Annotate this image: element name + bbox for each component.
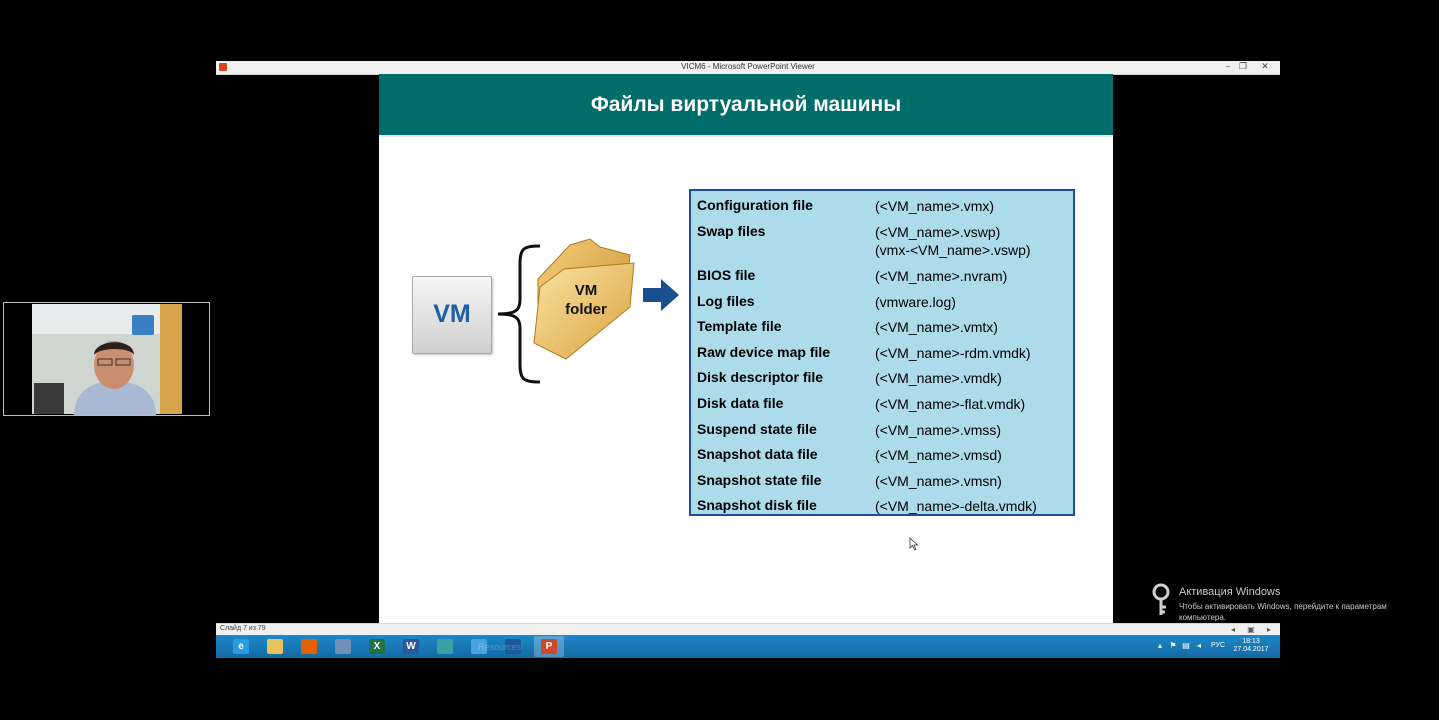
file-extension-line: (<VM_name>.vmsd) [875,447,1002,463]
word-taskbar-button[interactable] [396,636,426,657]
spreadsheet-app-icon [437,639,453,654]
file-explorer-icon [267,639,283,654]
file-type-name: Snapshot disk file [697,497,817,513]
powerpoint-viewer-icon: P [541,639,557,654]
file-extension [875,344,1031,362]
file-type-name: BIOS file [697,267,756,283]
taskbar-ghost-label: Resources [478,642,522,652]
action-center-icon[interactable]: ⚑ [1169,641,1177,650]
mouse-cursor-icon [909,537,919,551]
internet-explorer-taskbar-button[interactable] [226,636,256,657]
file-extension-line: (<VM_name>-delta.vmdk) [875,498,1037,514]
webcam-overlay [3,302,210,416]
windows-taskbar [216,635,1280,658]
spreadsheet-app-taskbar-button[interactable] [430,636,460,657]
powerpoint-viewer-taskbar-button[interactable] [534,636,564,657]
file-extension [875,267,1007,285]
file-extension-line: (<VM_name>.vmdk) [875,370,1002,386]
show-hidden-icons-icon[interactable]: ▴ [1157,641,1162,650]
folder-label-line2: folder [565,301,607,318]
word-icon: W [403,639,419,654]
excel-icon: X [369,639,385,654]
file-type-name: Disk descriptor file [697,369,824,385]
key-icon [1149,583,1177,617]
file-type-name: Snapshot data file [697,446,818,462]
vm-box [412,276,492,354]
slide-canvas[interactable] [379,74,1387,623]
file-type-name: Raw device map file [697,344,831,360]
file-extension [875,197,994,215]
slideshow-icon[interactable]: ▣ [1247,625,1255,634]
file-extension-line: (<VM_name>.vswp) [875,224,1001,240]
file-extension [875,293,956,311]
file-extension [875,223,1031,259]
file-extension-line: (<VM_name>-rdm.vmdk) [875,345,1031,361]
firefox-taskbar-button[interactable] [294,636,324,657]
file-type-name: Snapshot state file [697,472,822,488]
internet-explorer-icon: e [233,639,249,654]
file-extension-line: (<VM_name>-flat.vmdk) [875,396,1026,412]
slide-title: Файлы виртуальной машины [590,93,902,116]
file-extension-line: (<VM_name>.vmx) [875,198,995,214]
file-type-name: Disk data file [697,395,784,411]
file-extension-line: (<VM_name>.vmss) [875,422,1002,438]
previous-slide-icon[interactable]: ◂ [1230,625,1235,634]
file-extension [875,318,998,336]
file-extension [875,446,1002,464]
clock-date: 27.04.2017 [1233,646,1269,653]
clock-time: 18:13 [1242,638,1260,645]
file-extension-line: (vmware.log) [875,294,956,310]
file-explorer-taskbar-button[interactable] [260,636,290,657]
restore-icon[interactable]: ❐ [1238,62,1248,72]
file-extension [875,472,1002,490]
watermark-title: Активация Windows [1179,586,1281,598]
file-type-name: Swap files [697,223,766,239]
file-extension [875,497,1037,515]
file-extension-line: (vmx-<VM_name>.vswp) [875,242,1031,258]
network-tool-icon [335,639,351,654]
system-clock[interactable] [1231,638,1271,654]
volume-icon[interactable]: ◂ [1196,641,1201,650]
file-type-name: Configuration file [697,197,813,213]
presenter-video-feed [4,303,209,415]
next-slide-icon[interactable]: ▸ [1266,625,1271,634]
folder-label-line1: VM [574,282,598,299]
close-icon[interactable]: ✕ [1261,62,1269,72]
file-extension [875,395,1025,413]
language-indicator[interactable]: РУС [1211,642,1226,649]
window-title: VICM6 - Microsoft PowerPoint Viewer [681,62,815,71]
watermark-subtitle: Чтобы активировать Windows, перейдите к параметрам компьютера. [1179,602,1387,622]
right-arrow-icon [641,278,681,312]
powerpoint-viewer-window [216,61,1387,658]
folder-label [552,281,620,319]
file-type-name: Template file [697,318,782,334]
vm-label: VM [433,300,471,328]
excel-taskbar-button[interactable] [362,636,392,657]
file-extension [875,369,1002,387]
vm-files-table [689,189,1075,516]
file-extension-line: (<VM_name>.vmsn) [875,473,1002,489]
file-extension-line: (<VM_name>.vmtx) [875,319,998,335]
file-extension-line: (<VM_name>.nvram) [875,268,1008,284]
network-icon[interactable]: ▤ [1182,641,1190,650]
minimize-icon[interactable]: – [1225,62,1231,72]
title-bar[interactable] [216,61,1280,75]
firefox-icon [301,639,317,654]
file-type-name: Log files [697,293,755,309]
file-extension [875,421,1001,439]
file-type-name: Suspend state file [697,421,817,437]
header-divider [379,135,1113,137]
network-tool-taskbar-button[interactable] [328,636,358,657]
slide-counter: Слайд 7 из 79 [220,625,266,632]
